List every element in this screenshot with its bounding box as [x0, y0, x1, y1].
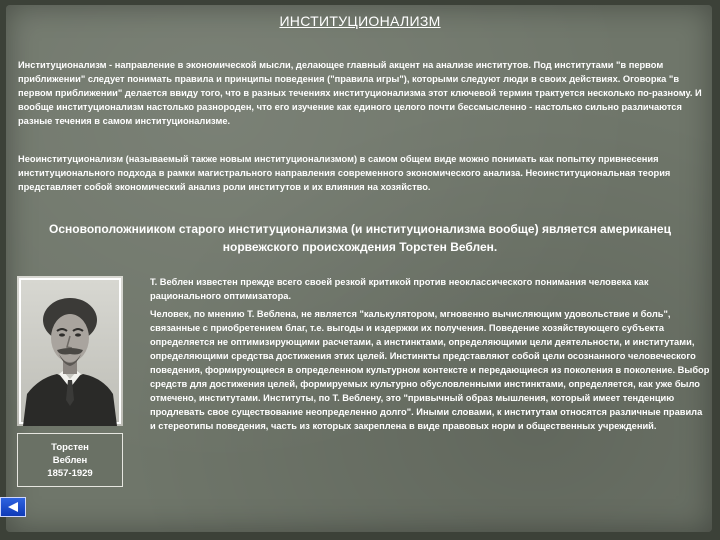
- portrait-caption: [17, 433, 123, 487]
- caption-last-name: Веблен: [52, 455, 88, 466]
- intro-paragraph: Институционализм - направление в экономической мысли, делающее главный акцент на анализе институтов. Под институтами "в первом приближении" следует понимать правила и принципы поведения ("правила игры"), которыми следуют люди в своих действиях. Оговорка "в первом приближении" делается ввиду того, что в разных течениях институционализма этот ключевой термин трактуется несколько по-разному. И вообще институционализм настолько разнороден, что его изучение как единого целого почти бессмысленно - настолько сильно различаются разные течения в самом институционализме.: [18, 60, 702, 126]
- neoinstitutionalism-paragraph: Неоинституционализм (называемый также новым институционализмом) в самом общем виде можно понимать как попытку привнесения институционального подхода в рамки магистрального направления современного экономического анализа. Неоинституциональная теория представляет собой экономический анализ роли институтов и их влияния на хозяйство.: [18, 154, 671, 192]
- back-button[interactable]: [0, 497, 26, 517]
- triangle-left-icon: [6, 501, 20, 513]
- veblen-human-paragraph: Человек, по мнению Т. Веблена, не является "калькулятором, мгновенно вычисляющим удовольствие и боль", связанные с приобретением благ, т.е. выгоды и издержки их получения. Поведение хозяйствующего субъекта определяется не оптимизирующими расчетами, а инстинктами, определяющими цели деятельности, и институтами, определяющими средства достижения этих целей. Инстинкты представляют собой цели осознанного человеческого поведения, формирующиеся в определенном культурном контексте и передающиеся из поколения в поколение. Выбор средств для достижения целей, формируемых культурно обусловленными инстинктами, определяется, как уже было отмечено, институтами. Институты, по Т. Веблену, это "привычный образ мышления, который имеет тенденцию продлевать свое существование неопределенно долго". Иными словами, к институтам относятся различные правила и стереотипы поведения, часть из которых закреплена в виде правовых норм и общественных учреждений.: [150, 309, 710, 431]
- veblen-critique-paragraph: Т. Веблен известен прежде всего своей резкой критикой против неоклассического понимания человека как рационального оптимизатора.: [150, 277, 649, 301]
- founder-statement: Основоположнииком старого институционализма (и институционализма вообще) является американец норвежского происхождения Торстен Веблен.: [49, 222, 671, 254]
- slide-title: ИНСТИТУЦИОНАЛИЗМ: [279, 13, 441, 29]
- veblen-portrait: [17, 276, 123, 426]
- caption-years: 1857-1929: [47, 468, 93, 479]
- caption-first-name: Торстен: [51, 442, 89, 453]
- portrait-photo: [17, 276, 123, 426]
